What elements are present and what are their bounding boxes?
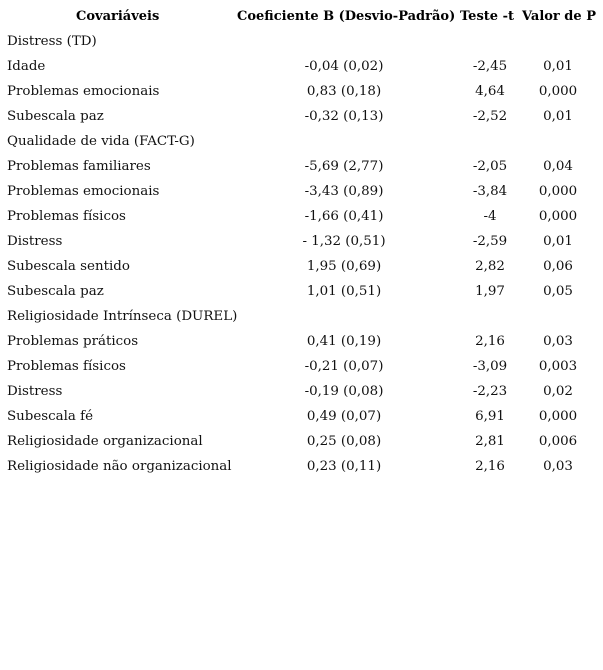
p-value-cell: 0,000 xyxy=(538,184,578,199)
t-test-cell: -2,59 xyxy=(472,234,508,249)
table-row xyxy=(0,404,603,429)
coefficient-cell: -0,21 (0,07) xyxy=(304,359,384,374)
coefficient-cell: -1,66 (0,41) xyxy=(304,209,384,224)
header-coefficient: Coeficiente B (Desvio-Padrão) xyxy=(237,9,456,24)
row-label: Religiosidade não organizacional xyxy=(7,459,232,474)
p-value-cell: 0,04 xyxy=(543,159,573,174)
row-label: Religiosidade organizacional xyxy=(7,434,203,449)
t-test-cell: 4,64 xyxy=(475,84,505,99)
header-t-test: Teste -t xyxy=(460,9,514,24)
coefficient-cell: -5,69 (2,77) xyxy=(304,159,384,174)
row-label: Problemas práticos xyxy=(7,334,139,349)
t-test-cell: -3,84 xyxy=(472,184,508,199)
row-label: Problemas físicos xyxy=(7,209,126,224)
p-value-cell: 0,01 xyxy=(543,234,573,249)
row-label: Qualidade de vida (FACT-G) xyxy=(7,134,195,149)
table-row xyxy=(0,29,603,54)
table-row xyxy=(0,104,603,129)
coefficient-cell: 1,01 (0,51) xyxy=(306,284,382,299)
coefficient-cell: -0,32 (0,13) xyxy=(304,109,384,124)
row-label: Subescala sentido xyxy=(7,259,130,274)
row-label: Subescala fé xyxy=(7,409,94,424)
coefficient-cell: - 1,32 (0,51) xyxy=(302,234,386,249)
t-test-cell: 2,82 xyxy=(475,259,505,274)
coefficient-cell: -0,04 (0,02) xyxy=(304,59,384,74)
row-label: Problemas familiares xyxy=(7,159,151,174)
table-row xyxy=(0,154,603,179)
table-row xyxy=(0,354,603,379)
p-value-cell: 0,006 xyxy=(538,434,578,449)
coefficient-cell: 0,25 (0,08) xyxy=(306,434,382,449)
t-test-cell: -3,09 xyxy=(472,359,508,374)
t-test-cell: -2,52 xyxy=(472,109,508,124)
coefficient-cell: -0,19 (0,08) xyxy=(304,384,384,399)
row-label: Problemas físicos xyxy=(7,359,126,374)
row-label: Distress xyxy=(7,234,63,249)
t-test-cell: 2,81 xyxy=(475,434,505,449)
row-label: Problemas emocionais xyxy=(7,84,160,99)
table-row xyxy=(0,54,603,79)
table-row xyxy=(0,79,603,104)
t-test-cell: -2,23 xyxy=(472,384,508,399)
p-value-cell: 0,02 xyxy=(543,384,573,399)
p-value-cell: 0,03 xyxy=(543,459,573,474)
t-test-cell: -2,45 xyxy=(472,59,508,74)
table-row xyxy=(0,179,603,204)
p-value-cell: 0,03 xyxy=(543,334,573,349)
p-value-cell: 0,003 xyxy=(538,359,578,374)
table-row xyxy=(0,379,603,404)
coefficient-cell: 0,41 (0,19) xyxy=(306,334,382,349)
header-covariates: Covariáveis xyxy=(76,9,160,24)
row-label: Idade xyxy=(7,59,46,74)
t-test-cell: 6,91 xyxy=(475,409,505,424)
coefficient-cell: -3,43 (0,89) xyxy=(304,184,384,199)
table-body xyxy=(0,29,603,479)
row-label: Subescala paz xyxy=(7,109,104,124)
row-label: Subescala paz xyxy=(7,284,104,299)
row-label: Distress xyxy=(7,384,63,399)
header-p-value: Valor de P xyxy=(522,9,596,24)
table-row xyxy=(0,229,603,254)
p-value-cell: 0,06 xyxy=(543,259,573,274)
row-label: Religiosidade Intrínseca (DUREL) xyxy=(7,309,238,324)
table-row xyxy=(0,279,603,304)
p-value-cell: 0,000 xyxy=(538,409,578,424)
table-row xyxy=(0,254,603,279)
table-row xyxy=(0,329,603,354)
t-test-cell: 2,16 xyxy=(475,459,505,474)
regression-table xyxy=(0,4,603,479)
table-row xyxy=(0,454,603,479)
coefficient-cell: 0,49 (0,07) xyxy=(306,409,382,424)
table-row xyxy=(0,204,603,229)
row-label: Problemas emocionais xyxy=(7,184,160,199)
coefficient-cell: 0,83 (0,18) xyxy=(306,84,382,99)
p-value-cell: 0,05 xyxy=(543,284,573,299)
t-test-cell: 2,16 xyxy=(475,334,505,349)
coefficient-cell: 1,95 (0,69) xyxy=(306,259,382,274)
table-row xyxy=(0,129,603,154)
row-label: Distress (TD) xyxy=(7,34,97,49)
p-value-cell: 0,000 xyxy=(538,84,578,99)
p-value-cell: 0,000 xyxy=(538,209,578,224)
table-row xyxy=(0,304,603,329)
t-test-cell: 1,97 xyxy=(475,284,505,299)
coefficient-cell: 0,23 (0,11) xyxy=(306,459,382,474)
t-test-cell: -2,05 xyxy=(472,159,508,174)
p-value-cell: 0,01 xyxy=(543,59,573,74)
table-row xyxy=(0,429,603,454)
p-value-cell: 0,01 xyxy=(543,109,573,124)
t-test-cell: -4 xyxy=(483,209,497,224)
table-header xyxy=(0,4,603,29)
